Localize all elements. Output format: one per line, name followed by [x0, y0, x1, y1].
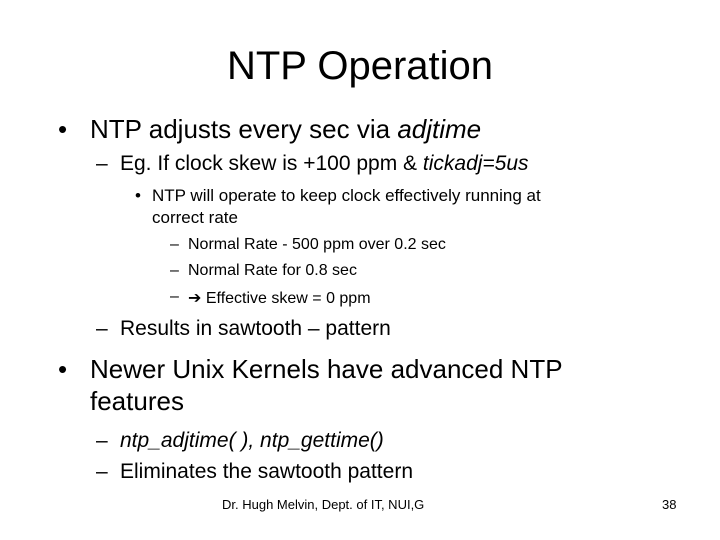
- bullet-1: [90, 114, 481, 145]
- slide-title: NTP Operation: [226, 44, 494, 88]
- bullet-6: [188, 288, 371, 308]
- bullet-5: Normal Rate for 0.8 sec: [188, 262, 357, 279]
- bullet-6-text: Effective skew = 0 ppm: [205, 290, 371, 307]
- page-number: 38: [662, 497, 677, 512]
- bullet-1-italic: adjtime: [397, 114, 482, 144]
- dash-marker: –: [170, 236, 179, 253]
- bullet-3-line1: NTP will operate to keep clock effectively running at: [152, 186, 541, 205]
- arrow-icon: ➔: [188, 290, 202, 307]
- bullet-2: [120, 152, 529, 176]
- dash-marker: –: [170, 288, 179, 305]
- dash-marker: –: [96, 317, 108, 340]
- dash-marker: –: [96, 152, 108, 175]
- bullet-2-text: Eg. If clock skew is +100 ppm &: [120, 152, 423, 175]
- bullet-7: Results in sawtooth – pattern: [120, 317, 391, 340]
- bullet-marker: •: [58, 114, 68, 144]
- bullet-3-line2: correct rate: [152, 208, 238, 227]
- bullet-1-text: NTP adjusts every sec via: [90, 114, 398, 144]
- bullet-marker: •: [135, 186, 141, 205]
- bullet-10: Eliminates the sawtooth pattern: [120, 460, 413, 483]
- dash-marker: –: [170, 262, 179, 279]
- bullet-2-italic: tickadj=5us: [422, 152, 529, 175]
- bullet-marker: •: [58, 354, 68, 384]
- bullet-9: ntp_adjtime( ), ntp_gettime(): [120, 429, 384, 452]
- bullet-8-line1: Newer Unix Kernels have advanced NTP: [90, 354, 563, 384]
- dash-marker: –: [96, 460, 108, 483]
- bullet-4: Normal Rate - 500 ppm over 0.2 sec: [188, 236, 446, 253]
- dash-marker: –: [96, 429, 108, 452]
- bullet-8-line2: features: [90, 386, 184, 416]
- footer-text: Dr. Hugh Melvin, Dept. of IT, NUI,G: [222, 497, 425, 512]
